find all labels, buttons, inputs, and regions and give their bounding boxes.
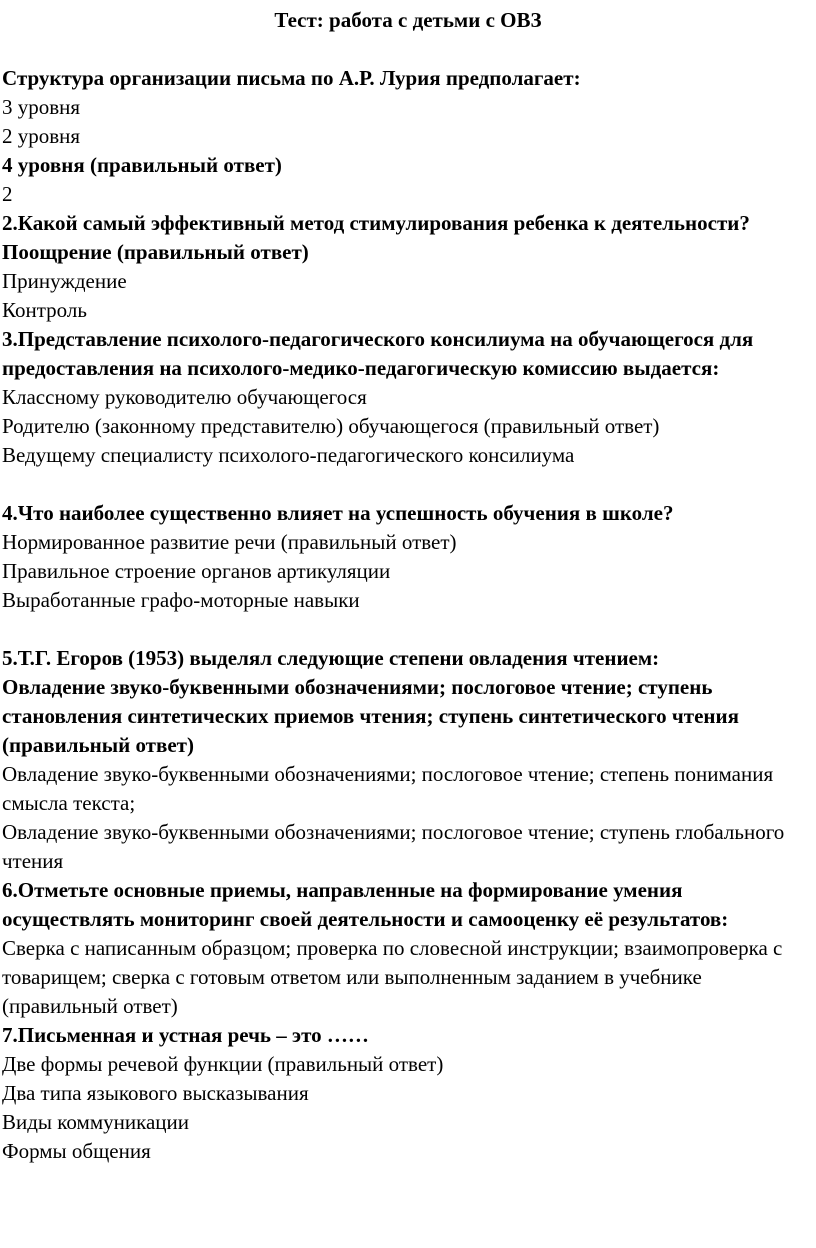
- answer-7-3: Виды коммуникации: [2, 1110, 190, 1134]
- answer-1-1: 3 уровня: [2, 95, 81, 119]
- document-page: [0, 6, 816, 1166]
- question-4: 4.Что наиболее существенно влияет на успешность обучения в школе?: [2, 501, 674, 525]
- question-3: 3.Представление психолого-педагогического консилиума на обучающегося для предоставления на психолого-медико-педагогическую комиссию выдается:: [2, 327, 754, 380]
- answer-3-1: Классному руководителю обучающегося: [2, 385, 367, 409]
- answer-7-4: Формы общения: [2, 1139, 151, 1163]
- answer-1-3-correct: 4 уровня (правильный ответ): [2, 153, 282, 177]
- question-5: 5.Т.Г. Егоров (1953) выделял следующие степени овладения чтением:: [2, 646, 660, 670]
- spacer: [0, 615, 816, 644]
- spacer: [0, 470, 816, 499]
- spacer: [0, 35, 816, 64]
- answer-5-3: Овладение звуко-буквенными обозначениями; послоговое чтение; ступень глобального чтения: [2, 820, 785, 873]
- answer-4-1: Нормированное развитие речи (правильный ответ): [2, 530, 457, 554]
- answer-1-2: 2 уровня: [2, 124, 81, 148]
- document-title: Тест: работа с детьми с ОВЗ: [274, 8, 542, 32]
- answer-2-3: Контроль: [2, 298, 87, 322]
- answer-4-2: Правильное строение органов артикуляции: [2, 559, 391, 583]
- answer-5-2: Овладение звуко-буквенными обозначениями; послоговое чтение; степень понимания смысла текста;: [2, 762, 774, 815]
- answer-2-1-correct: Поощрение (правильный ответ): [2, 240, 309, 264]
- answer-1-4: 2: [2, 182, 13, 206]
- question-2: 2.Какой самый эффективный метод стимулирования ребенка к деятельности?: [2, 211, 750, 235]
- answer-3-2: Родителю (законному представителю) обучающегося (правильный ответ): [2, 414, 660, 438]
- answer-4-3: Выработанные графо-моторные навыки: [2, 588, 360, 612]
- answer-2-2: Принуждение: [2, 269, 127, 293]
- question-1: Структура организации письма по А.Р. Лурия предполагает:: [2, 66, 581, 90]
- answer-3-3: Ведущему специалисту психолого-педагогического консилиума: [2, 443, 575, 467]
- question-6: 6.Отметьте основные приемы, направленные на формирование умения осуществлять мониторинг своей деятельности и самооценку её результатов:: [2, 878, 729, 931]
- answer-7-1: Две формы речевой функции (правильный ответ): [2, 1052, 444, 1076]
- question-7: 7.Письменная и устная речь – это ……: [2, 1023, 369, 1047]
- answer-6-1: Сверка с написанным образцом; проверка по словесной инструкции; взаимопроверка с товарищем; сверка с готовым ответом или выполненным заданием в учебнике (правильный ответ): [2, 936, 783, 1018]
- answer-7-2: Два типа языкового высказывания: [2, 1081, 309, 1105]
- answer-5-1-correct: Овладение звуко-буквенными обозначениями; послоговое чтение; ступень становления синтетических приемов чтения; ступень синтетического чтения (правильный ответ): [2, 675, 739, 757]
